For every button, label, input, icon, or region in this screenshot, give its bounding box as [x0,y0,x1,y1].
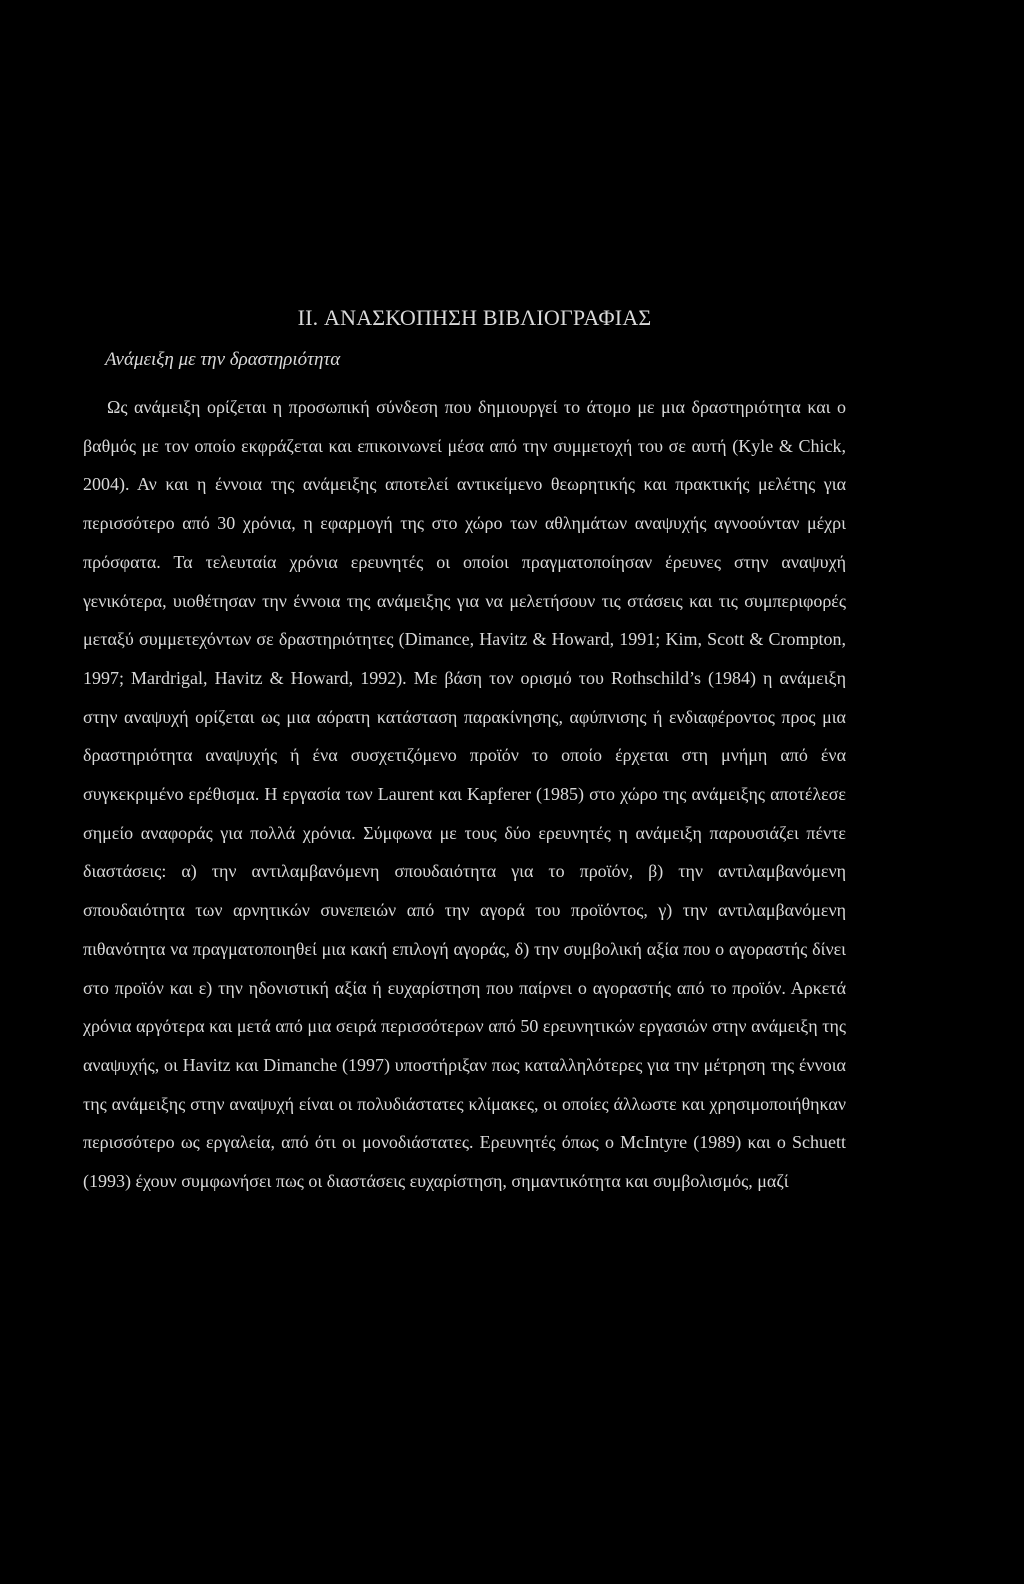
section-heading: II. ΑΝΑΣΚΟΠΗΣΗ ΒΙΒΛΙΟΓΡΑΦΙΑΣ [297,305,652,330]
body-paragraph: Ως ανάμειξη ορίζεται η προσωπική σύνδεση που δημιουργεί το άτομο με μια δραστηριότητα και ο βαθμός με τον οποίο εκφράζεται και επικοινωνεί μέσα από την συμμετοχή του σε αυτή (Kyle & Chick, 2004). Αν και η έννοια της ανάμειξης αποτελεί αντικείμενο θεωρητικής και πρακτικής μελέτης για περισσότερο από 30 χρόνια, η εφαρμογή της στο χώρο των αθλημάτων αναψυχής αγνοούνταν μέχρι πρόσφατα. Τα τελευταία χρόνια ερευνητές οι οποίοι πραγματοποίησαν έρευνες στην αναψυχή γενικότερα, υιοθέτησαν την έννοια της ανάμειξης για να μελετήσουν τις στάσεις και τις συμπεριφορές μεταξύ συμμετεχόντων σε δραστηριότητες (Dimance, Havitz & Howard, 1991; Kim, Scott & Crompton, 1997; Mardrigal, Havitz & Howard, 1992). Με βάση τον ορισμό του Rothschild’s (1984) η ανάμειξη στην αναψυχή ορίζεται ως μια αόρατη κατάσταση παρακίνησης, αφύπνισης ή ενδιαφέροντος προς μια δραστηριότητα αναψυχής ή ένα συσχετιζόμενο προϊόν το οποίο έρχεται στη μνήμη από ένα συγκεκριμένο ερέθισμα. Η εργασία των Laurent και Kapferer (1985) στο χώρο της ανάμειξης αποτέλεσε σημείο αναφοράς για πολλά χρόνια. Σύμφωνα με τους δύο ερευνητές η ανάμειξη παρουσιάζει πέντε διαστάσεις: α) την αντιλαμβανόμενη σπουδαιότητα για το προϊόν, β) την αντιλαμβανόμενη σπουδαιότητα των αρνητικών συνεπειών από την αγορά του προϊόντος, γ) την αντιλαμβανόμενη πιθανότητα να πραγματοποιηθεί μια κακή επιλογή αγοράς, δ) την συμβολική αξία που ο αγοραστής δίνει στο προϊόν και ε) την ηδονιστική αξία ή ευχαρίστηση που παίρνει ο αγοραστής από το προϊόν. Αρκετά χρόνια αργότερα και μετά από μια σειρά περισσότερων από 50 ερευνητικών εργασιών στην ανάμειξη της αναψυχής, οι Havitz και Dimanche (1997) υποστήριξαν πως καταλληλότερες για την μέτρηση της έννοια της ανάμειξης στην αναψυχή είναι οι πολυδιάστατες κλίμακες, οι οποίες άλλωστε και χρησιμοποιήθηκαν περισσότερο ως εργαλεία, από ότι οι μονοδιάστατες. Ερευνητές όπως ο McIntyre (1989) και ο Schuett (1993) έχουν συμφωνήσει πως οι διαστάσεις ευχαρίστηση, σημαντικότητα και συμβολισμός, μαζί [83,397,846,1192]
document-page [83,300,846,1201]
section-subheading: Ανάμειξη με την δραστηριότητα [105,349,341,370]
